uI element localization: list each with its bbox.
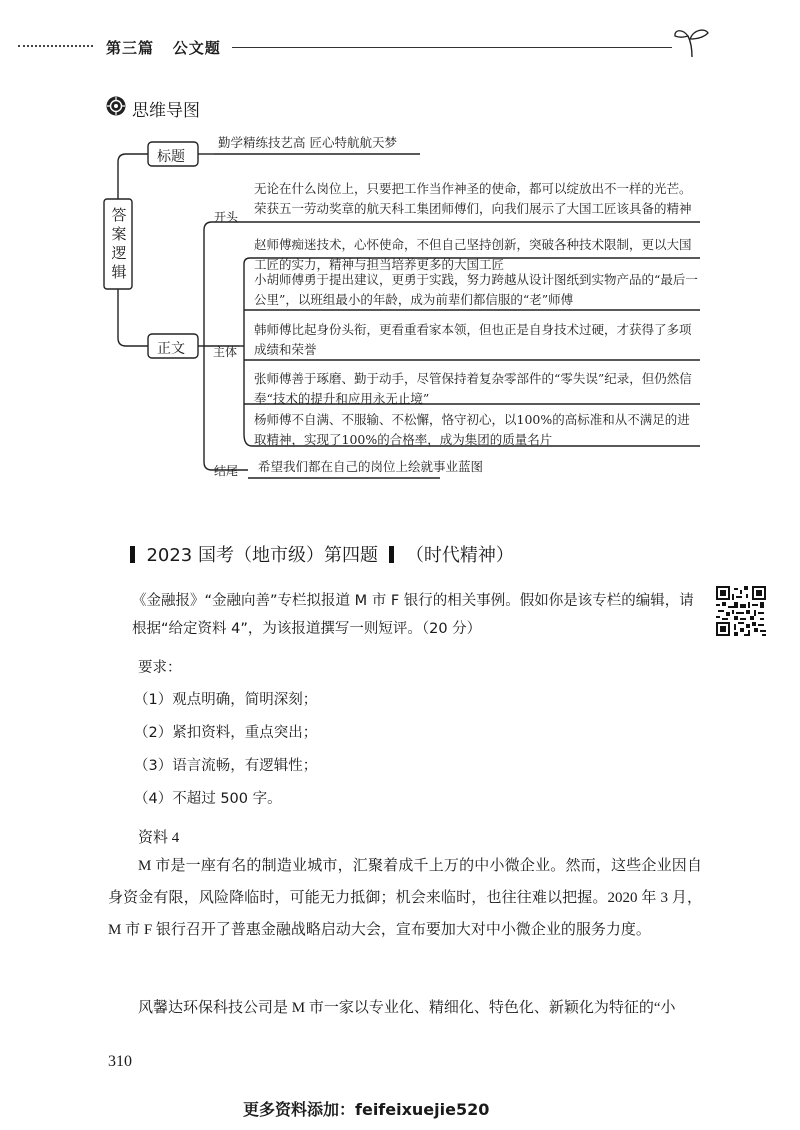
material-paragraph: M 市是一座有名的制造业城市，汇聚着成千上万的中小微企业。然而，这些企业因自身资金有限，风险降临时，可能无力抵御；机会来临时，也往往难以把握。2020 年 3 月，M 市 F 银行召开了普惠金融战略启动大会，宣布要加大对中小微企业的服务力度。 [108, 858, 702, 938]
question-tag: （时代精神） [405, 545, 514, 566]
requirement-item: （4）不超过 500 字。 [134, 791, 282, 807]
node-ending-label: 结尾 [214, 464, 239, 478]
material-paragraph: 风馨达环保科技公司是 M 市一家以专业化、精细化、特色化、新颖化为特征的“小 [138, 1000, 676, 1016]
requirement-item: （2）紧扣资料，重点突出； [134, 725, 318, 741]
requirement-item: （3）语言流畅，有逻辑性； [134, 758, 318, 774]
node-main-label: 主体 [213, 345, 238, 359]
main-item: 韩师傅比起身份头衔，更看重看家本领，但也正是自身技术过硬，才获得了多项成绩和荣誉 [254, 322, 692, 357]
question-heading-text: 2023 国考（地市级）第四题 [146, 545, 378, 566]
mind-map-title: 思维导图 [132, 101, 200, 121]
node-title-label: 标题 [157, 149, 185, 165]
requirement-item: （1）观点明确，简明深刻； [134, 692, 318, 708]
heading-bar-right [389, 546, 394, 563]
node-title-text: 勤学精练技艺高 匠心特航航天梦 [218, 135, 397, 150]
heading-bar-left [130, 546, 135, 563]
node-body-label: 正文 [157, 341, 185, 357]
node-ending-text: 希望我们都在自己的岗位上绘就事业蓝图 [258, 459, 484, 474]
requirements-label: 要求： [138, 660, 182, 676]
main-item: 赵师傅痴迷技术，心怀使命，不但自己坚持创新，突破各种技术限制，更以大国工匠的实力，精神与担当培养更多的大国工匠 [254, 237, 692, 272]
main-item: 杨师傅不自满、不服输、不松懈，恪守初心，以100%的高标准和从不满足的进取精神，实现了100%的合格率，成为集团的质量名片 [254, 412, 690, 447]
qr-code-icon [716, 586, 766, 636]
question-prompt: 《金融报》“金融向善”专栏拟报道 M 市 F 银行的相关事例。假如你是该专栏的编辑，请根据“给定资料 4”，为该报道撰写一则短评。（20 分） [132, 593, 694, 637]
node-opening-text: 无论在什么岗位上，只要把工作当作神圣的使命，都可以绽放出不一样的光芒。荣获五一劳动奖章的航天科工集团师傅们，向我们展示了大国工匠该具备的精神 [254, 181, 692, 216]
mind-map-root: 答案逻辑 [111, 206, 127, 281]
material-label: 资料 4 [138, 830, 180, 846]
main-item: 小胡师傅勇于提出建议，更勇于实践，努力跨越从设计图纸到实物产品的“最后一公里”，以班组最小的年龄，成为前辈们都信服的“老”师傅 [254, 272, 698, 307]
watermark-text: 更多资料添加：feifeixuejie520 [243, 1100, 490, 1119]
header-chapter: 公文题 [172, 39, 221, 57]
main-item: 张师傅善于琢磨、勤于动手，尽管保持着复杂零部件的“零失误”纪录，但仍然信奉“技术的提升和应用永无止境” [254, 371, 692, 406]
question-heading [130, 541, 514, 567]
header-part: 第三篇 [106, 39, 155, 57]
page-number: 310 [108, 1053, 132, 1070]
node-opening-label: 开头 [214, 210, 239, 224]
